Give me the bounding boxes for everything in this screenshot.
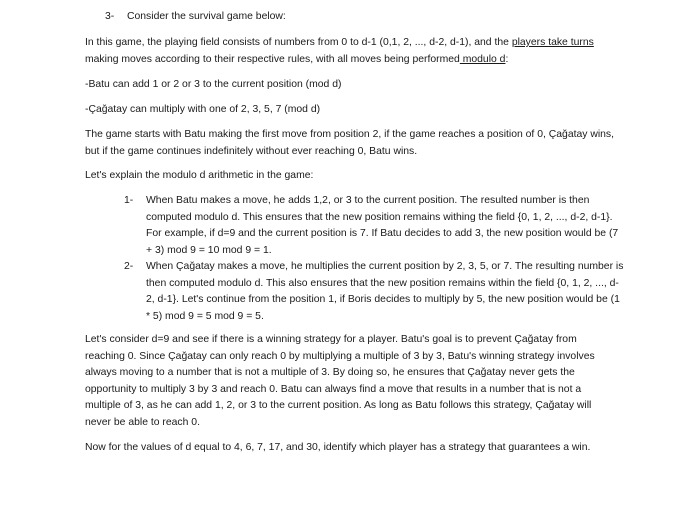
list-item-text: When Çağatay makes a move, he multiplies the current position by 2, 3, 5, or 7. The resulting number is then computed modulo d. This also ensures that the new position remains within the field {0, 1, 2, ..., d-2, d-1}. Let's continue from the position 1, if Boris decides to multiply by 5, the new position would be (1 * 5) mod 9 = 5 mod 9 = 5. bbox=[146, 261, 624, 322]
question-number: 3- bbox=[105, 11, 115, 22]
modulo-d-underlined: modulo d bbox=[459, 53, 506, 65]
players-take-turns-underlined: players take turns bbox=[511, 37, 594, 48]
question-title: Consider the survival game below: bbox=[127, 11, 286, 22]
intro-text-end: : bbox=[505, 53, 509, 65]
list-item bbox=[124, 193, 624, 259]
intro-text-start: In this game, the playing field consists of numbers from 0 to d-1 (0,1, 2, ..., d-2, d-1), and the bbox=[85, 37, 512, 48]
intro-text-middle: making moves according to their respective rules, with all moves being performed bbox=[85, 53, 460, 65]
list-item bbox=[124, 259, 624, 325]
cagatay-rule: -Çağatay can multiply with one of 2, 3, 5, 7 (mod d) bbox=[85, 104, 321, 115]
final-question: Now for the values of d equal to 4, 6, 7, 17, and 30, identify which player has a strategy that guarantees a win. bbox=[85, 442, 591, 453]
list-item-text: When Batu makes a move, he adds 1,2, or 3 to the current position. The resulted number is then computed modulo d. This ensures that the new position remains withing the field {0, 1, 2, ..., d-2, d-1}. For example, if d=9 and the current position is 7. If Batu decides to add 3, the new position would be (7 + 3) mod 9 = 10 mod 9 = 1. bbox=[146, 195, 619, 256]
list-item-number: 2- bbox=[124, 261, 134, 272]
example-paragraph: Let's consider d=9 and see if there is a winning strategy for a player. Batu's goal is to prevent Çağatay from reaching 0. Since Çağatay can only reach 0 by multiplying a multiple of 3 by 3, Batu's winning strategy involves always moving to a number that is not a multiple of 3. By doing so, he ensures that Çağatay never gets the opportunity to multiply 3 by 3 and reach 0. Batu can always find a move that results in a number that is not a multiple of 3, as he can add 1, 2, or 3 to the current position. As long as Batu follows this strategy, Çağatay will never be able to reach 0. bbox=[85, 334, 595, 428]
intro-paragraph bbox=[85, 35, 615, 68]
batu-rule: -Batu can add 1 or 2 or 3 to the current position (mod d) bbox=[85, 79, 342, 90]
explanation-list bbox=[124, 193, 624, 325]
question-header bbox=[105, 9, 286, 26]
start-paragraph: The game starts with Batu making the first move from position 2, if the game reaches a position of 0, Çağatay wins, but if the game continues indefinitely without ever reaching 0, Batu wins. bbox=[85, 129, 615, 157]
list-item-number: 1- bbox=[124, 195, 134, 206]
explain-heading: Let's explain the modulo d arithmetic in the game: bbox=[85, 170, 314, 181]
